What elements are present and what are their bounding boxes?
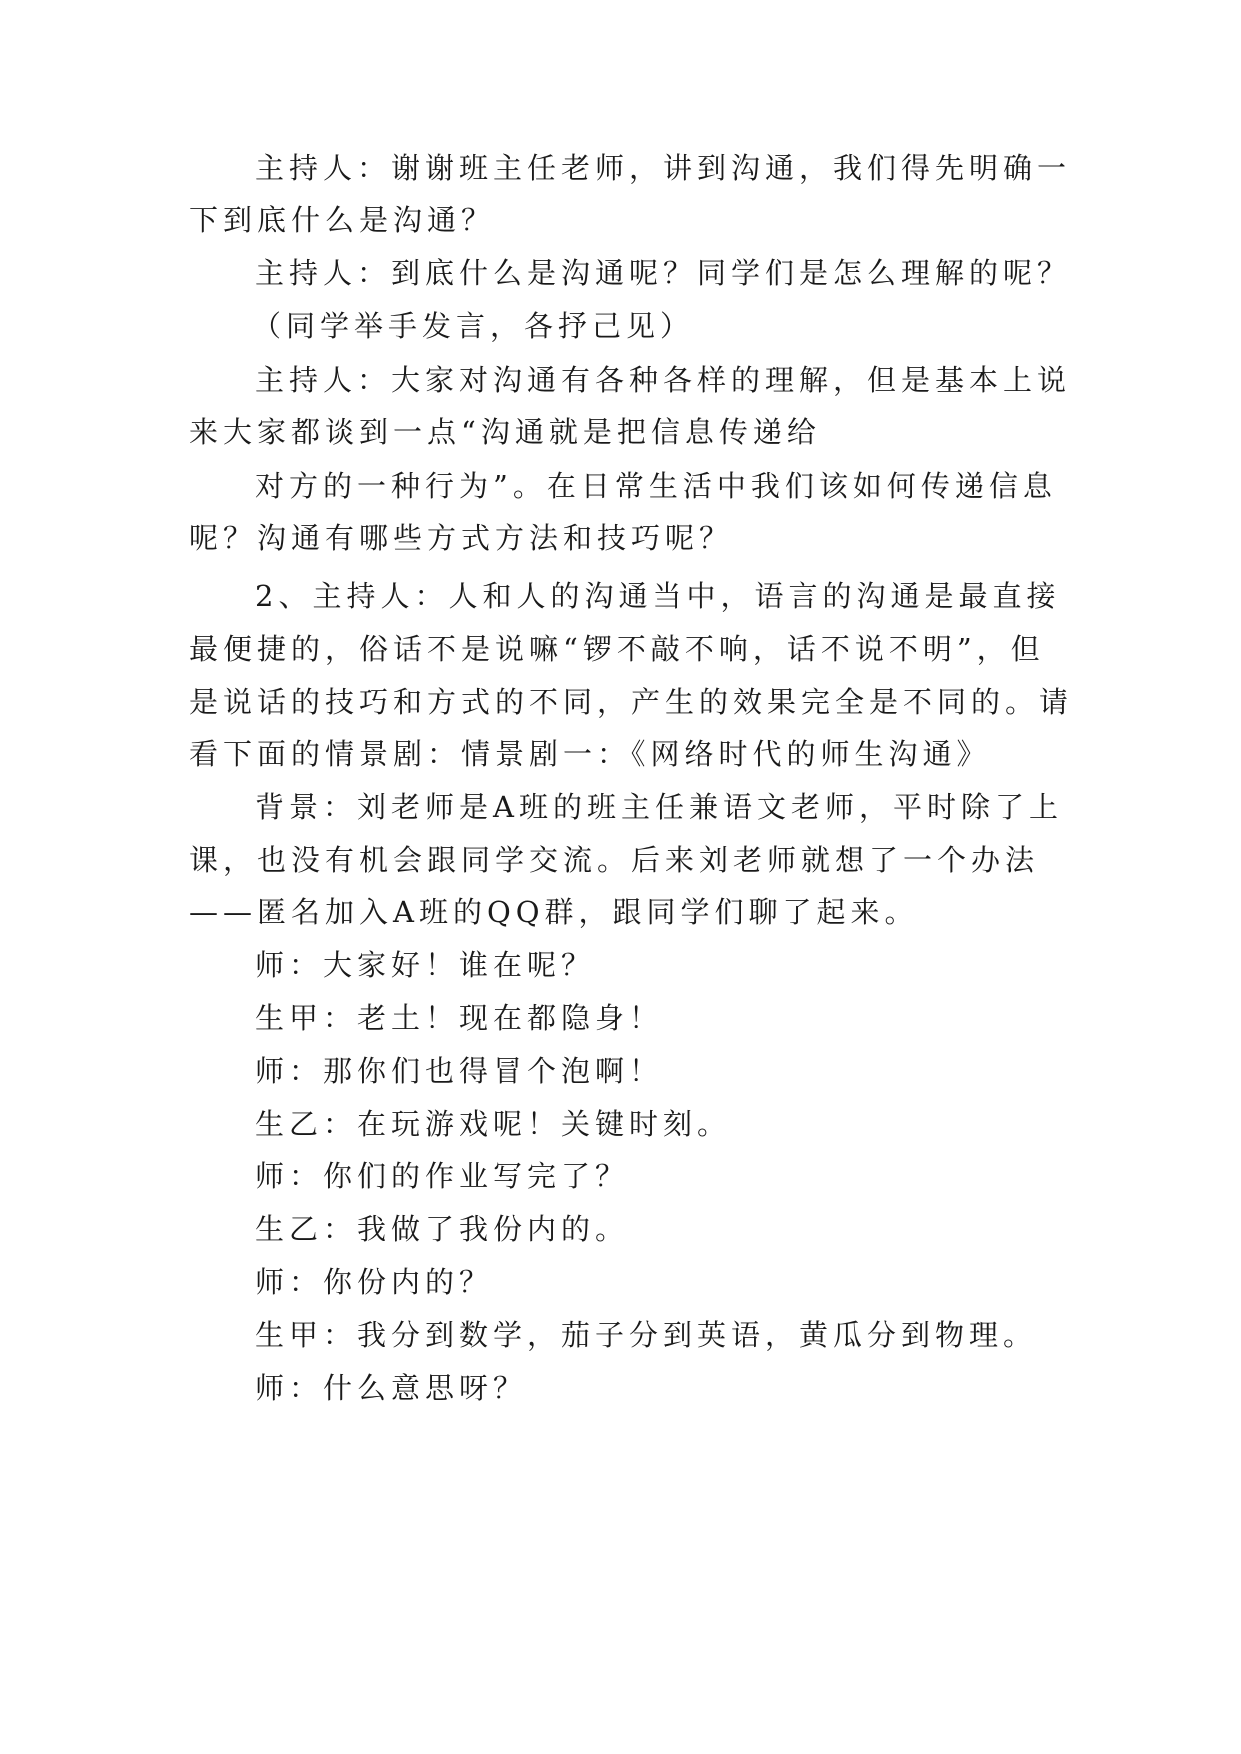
text-line: 课，也没有机会跟同学交流。后来刘老师就想了一个办法 (189, 843, 1040, 877)
text-line: 来大家都谈到一点“沟通就是把信息传递给 (189, 415, 821, 449)
text-line: 师：什么意思呀？ (255, 1371, 528, 1405)
text-line: 师：大家好！谁在呢？ (255, 948, 596, 982)
text-line: 主持人：到底什么是沟通呢？同学们是怎么理解的呢？ (255, 256, 1072, 290)
text-line: 师：你份内的？ (255, 1265, 494, 1299)
text-line: 最便捷的，俗话不是说嘛“锣不敲不响，话不说不明”，但 (189, 632, 1045, 666)
text-line: 看下面的情景剧：情景剧一：《网络时代的师生沟通》 (189, 737, 991, 771)
text-line: 2、主持人：人和人的沟通当中，语言的沟通是最直接 (255, 579, 1061, 613)
text-line: ——匿名加入A班的QQ群，跟同学们聊了起来。 (189, 895, 919, 929)
text-line: 呢？沟通有哪些方式方法和技巧呢？ (189, 521, 734, 555)
text-line: 师：你们的作业写完了？ (255, 1159, 630, 1193)
text-line: 主持人：谢谢班主任老师，讲到沟通，我们得先明确一 (255, 151, 1072, 185)
text-line: （同学举手发言，各抒己见） (252, 309, 695, 343)
text-line: 下到底什么是沟通？ (189, 203, 496, 237)
text-line: 背景：刘老师是A班的班主任兼语文老师，平时除了上 (255, 790, 1063, 824)
text-line: 是说话的技巧和方式的不同，产生的效果完全是不同的。请 (189, 685, 1074, 719)
text-line: 生甲：老土！现在都隐身！ (255, 1001, 664, 1035)
text-line: 生乙：在玩游戏呢！关键时刻。 (255, 1107, 732, 1141)
text-line: 生乙：我做了我份内的。 (255, 1212, 630, 1246)
text-line: 对方的一种行为”。在日常生活中我们该如何传递信息 (255, 469, 1057, 503)
text-line: 主持人：大家对沟通有各种各样的理解，但是基本上说 (255, 363, 1072, 397)
text-line: 师：那你们也得冒个泡啊！ (255, 1054, 664, 1088)
text-line: 生甲：我分到数学，茄子分到英语，黄瓜分到物理。 (255, 1318, 1038, 1352)
